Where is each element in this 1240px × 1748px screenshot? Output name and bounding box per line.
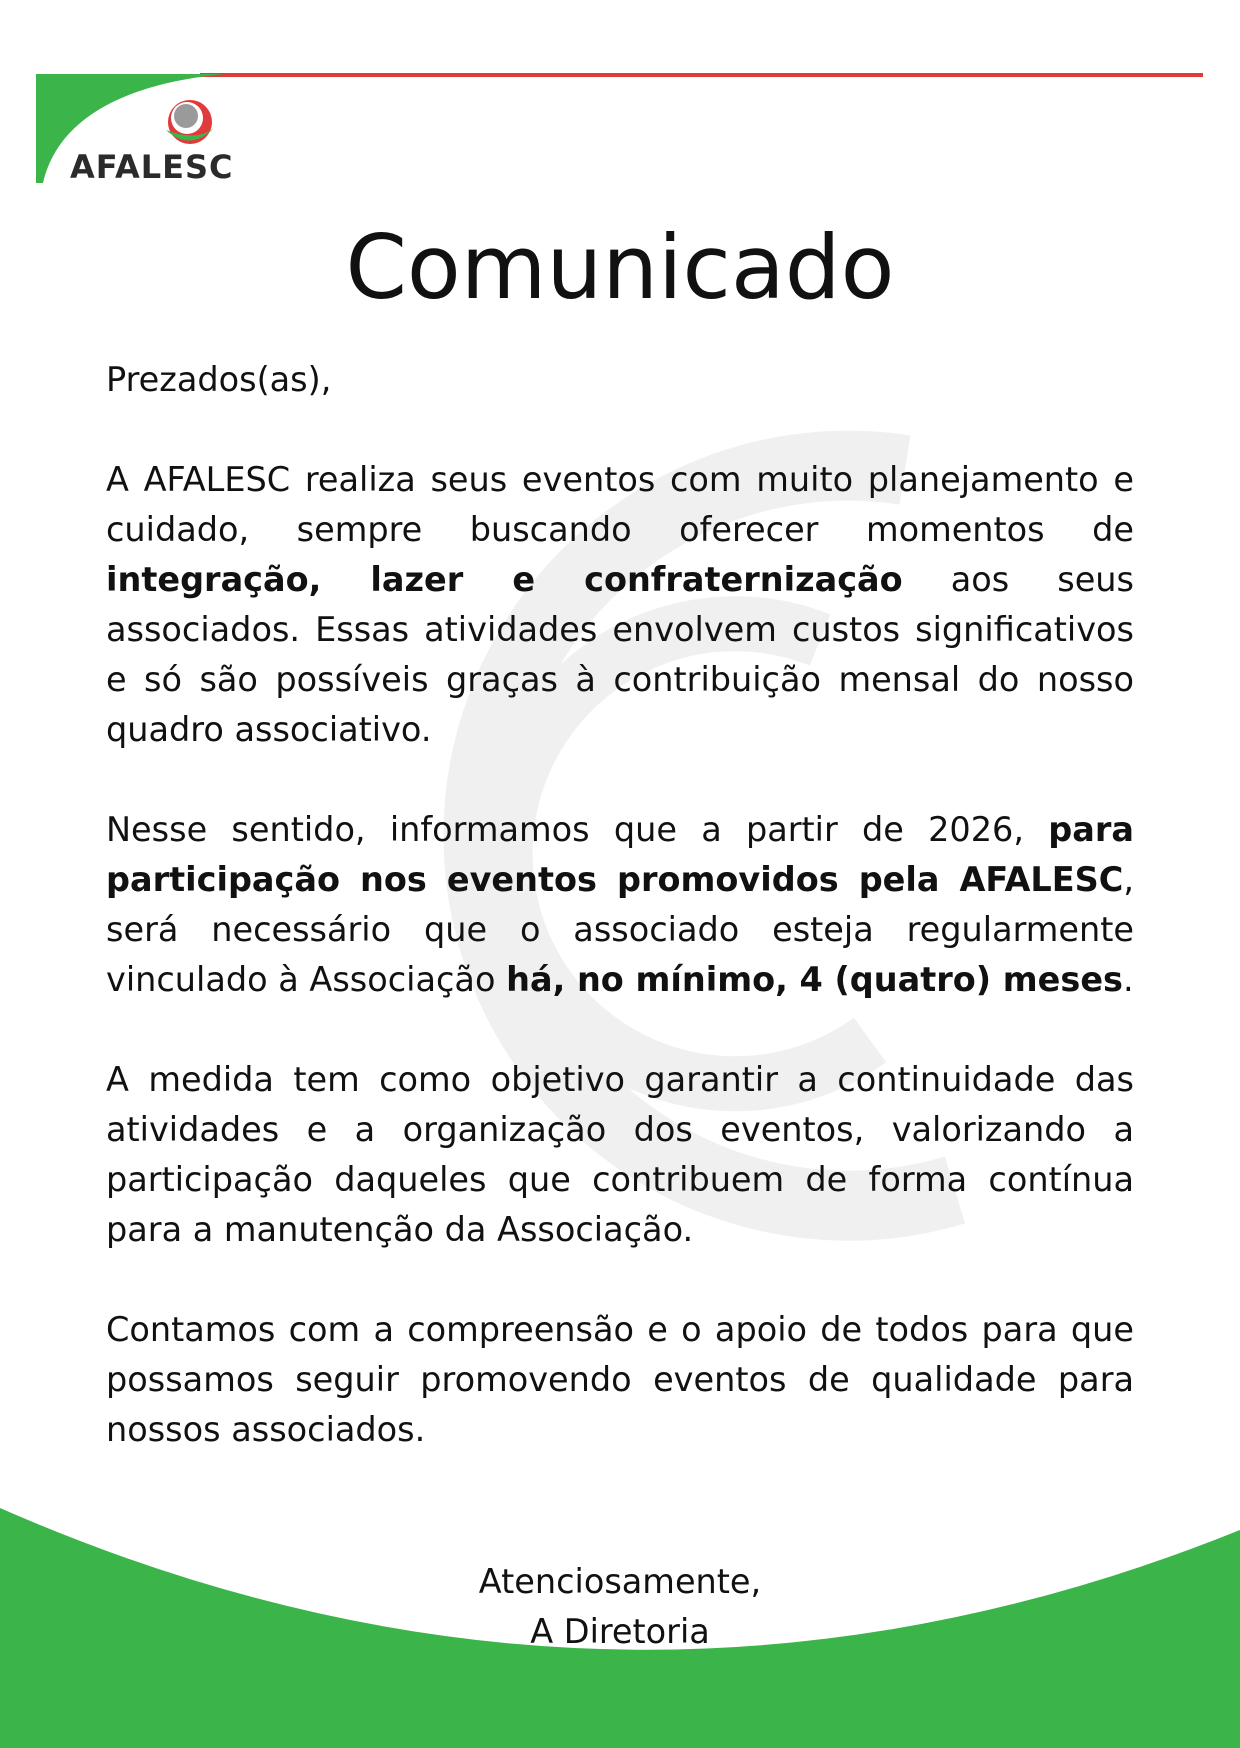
closing-salutation: Atenciosamente,	[478, 1562, 762, 1601]
emphasis-participation: para participação nos eventos promovidos pela AFALESC	[106, 810, 1134, 899]
afalesc-emblem-icon	[166, 100, 214, 144]
emphasis-integration: integração, lazer e confraternização	[106, 560, 903, 599]
paragraph-objective: A medida tem como objetivo garantir a continuidade das atividades e a organização dos eventos, valorizando a participação daqueles que contribuem de forma contínua para a manutenção da Associação.	[106, 1060, 1134, 1249]
signoff	[0, 1557, 1240, 1657]
header-red-line	[200, 73, 1203, 77]
greeting: Prezados(as),	[106, 360, 332, 399]
page-title: Comunicado	[345, 216, 895, 319]
letter-body	[106, 355, 1134, 1505]
paragraph-closing: Contamos com a compreensão e o apoio de todos para que possamos seguir promovendo eventos de qualidade para nossos associados.	[106, 1310, 1134, 1449]
paragraph-events: A AFALESC realiza seus eventos com muito planejamento e cuidado, sempre buscando oferecer momentos de integração, lazer e confraternização aos seus associados. Essas atividades envolvem custos significativos e só são possíveis graças à contribuição mensal do nosso quadro associativo.	[106, 460, 1134, 749]
signature: A Diretoria	[530, 1612, 710, 1651]
logo-wordmark: AFALESC	[70, 148, 234, 186]
emphasis-minimum-period: há, no mínimo, 4 (quatro) meses	[506, 960, 1123, 999]
paragraph-requirement: Nesse sentido, informamos que a partir de 2026, para participação nos eventos promovidos pela AFALESC, será necessário que o associado esteja regularmente vinculado à Associação há, no mínimo, 4 (quatro) meses.	[106, 810, 1134, 999]
